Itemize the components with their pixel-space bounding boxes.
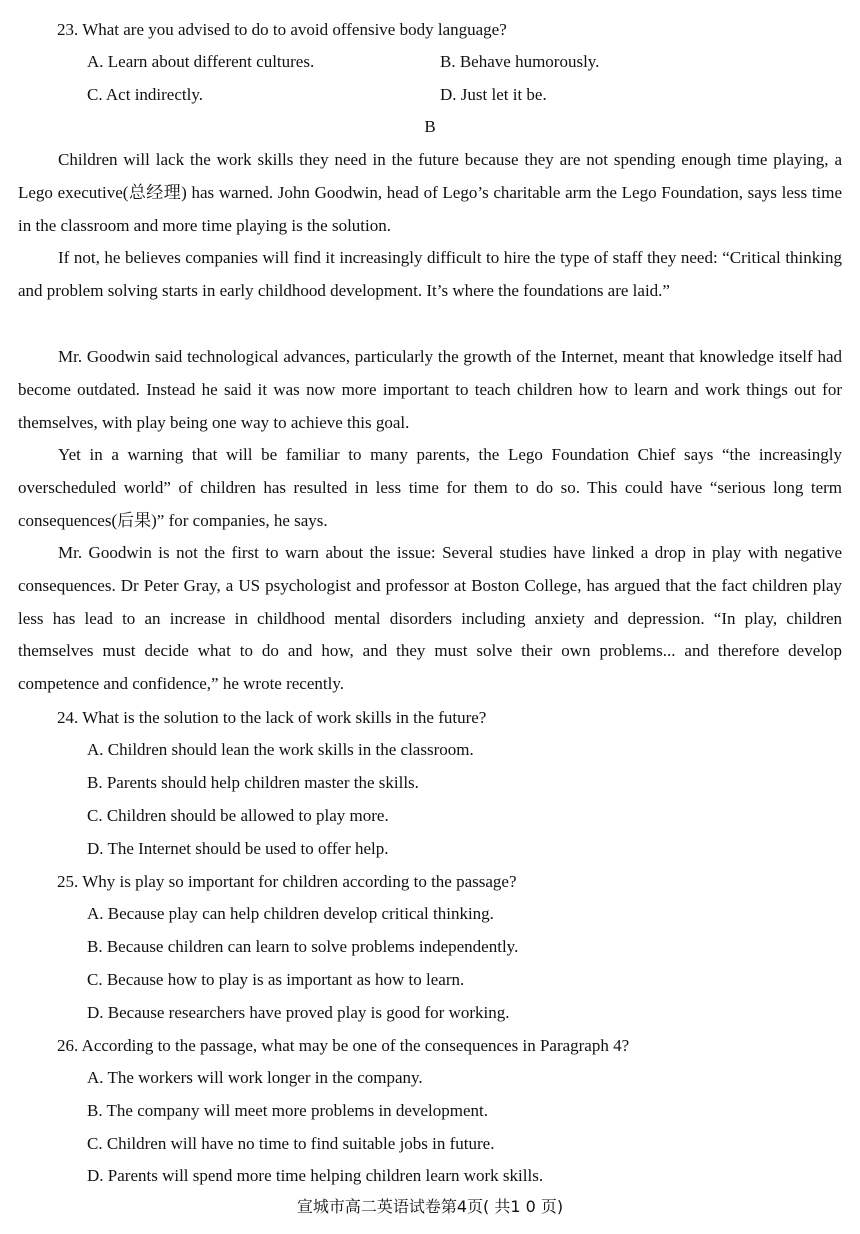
question-25-option-b: B. Because children can learn to solve problems independently. bbox=[87, 937, 519, 956]
question-23-option-b: B. Behave humorously. bbox=[440, 52, 600, 71]
question-24-option-a: A. Children should lean the work skills in the classroom. bbox=[87, 740, 474, 759]
question-26-option-a: A. The workers will work longer in the company. bbox=[87, 1068, 423, 1087]
question-25-stem: 25. Why is play so important for children according to the passage? bbox=[57, 872, 517, 891]
passage-paragraph-1: Children will lack the work skills they need in the future because they are not spending enough time playing, a Lego executive(总经理) has warned. John Goodwin, head of Lego’s charitable arm the Lego Foundation, says less time in the classroom and more time playing is the solution. bbox=[18, 150, 842, 235]
question-24-option-d: D. The Internet should be used to offer help. bbox=[87, 839, 389, 858]
page-footer: 宣城市高二英语试卷第4页( 共1 0 页) bbox=[296, 1197, 564, 1216]
question-25-option-d: D. Because researchers have proved play is good for working. bbox=[87, 1003, 510, 1022]
question-23-option-d: D. Just let it be. bbox=[440, 85, 547, 104]
question-23-option-a: A. Learn about different cultures. bbox=[87, 52, 315, 71]
question-26-stem: 26. According to the passage, what may be one of the consequences in Paragraph 4? bbox=[57, 1036, 630, 1055]
passage-paragraph-2: If not, he believes companies will find it increasingly difficult to hire the type of staff they need: “Critical thinking and problem solving starts in early childhood development. It’s where the foundations are laid.” bbox=[18, 248, 842, 300]
question-26-option-b: B. The company will meet more problems in development. bbox=[87, 1101, 488, 1120]
question-26-option-c: C. Children will have no time to find suitable jobs in future. bbox=[87, 1134, 495, 1153]
question-23-option-c: C. Act indirectly. bbox=[87, 85, 203, 104]
question-25-option-c: C. Because how to play is as important as how to learn. bbox=[87, 970, 465, 989]
passage-paragraph-3: Mr. Goodwin said technological advances, particularly the growth of the Internet, meant that knowledge itself had become outdated. Instead he said it was now more important to teach children how to learn and work things out for themselves, with play being one way to achieve this goal. bbox=[18, 347, 842, 432]
question-26-option-d: D. Parents will spend more time helping children learn work skills. bbox=[87, 1166, 544, 1185]
passage-paragraph-4: Yet in a warning that will be familiar to many parents, the Lego Foundation Chief says “the increasingly overscheduled world” of children has resulted in less time for them to do so. This could have “serious long term consequences(后果)” for companies, he says. bbox=[18, 445, 842, 530]
question-24-option-b: B. Parents should help children master the skills. bbox=[87, 773, 419, 792]
question-23-stem: 23. What are you advised to do to avoid offensive body language? bbox=[57, 20, 507, 39]
passage-paragraph-5: Mr. Goodwin is not the first to warn about the issue: Several studies have linked a drop in play with negative consequences. Dr Peter Gray, a US psychologist and professor at Boston College, has argued that the fact children play less has lead to an increase in childhood mental disorders including anxiety and depression. “In play, children themselves must decide what to do and how, and they must solve their own problems... and therefore develop competence and confidence,” he wrote recently. bbox=[18, 543, 842, 694]
section-b-heading: B bbox=[424, 117, 436, 136]
question-24-option-c: C. Children should be allowed to play more. bbox=[87, 806, 389, 825]
question-24-stem: 24. What is the solution to the lack of work skills in the future? bbox=[57, 708, 487, 727]
question-25-option-a: A. Because play can help children develop critical thinking. bbox=[87, 904, 494, 923]
